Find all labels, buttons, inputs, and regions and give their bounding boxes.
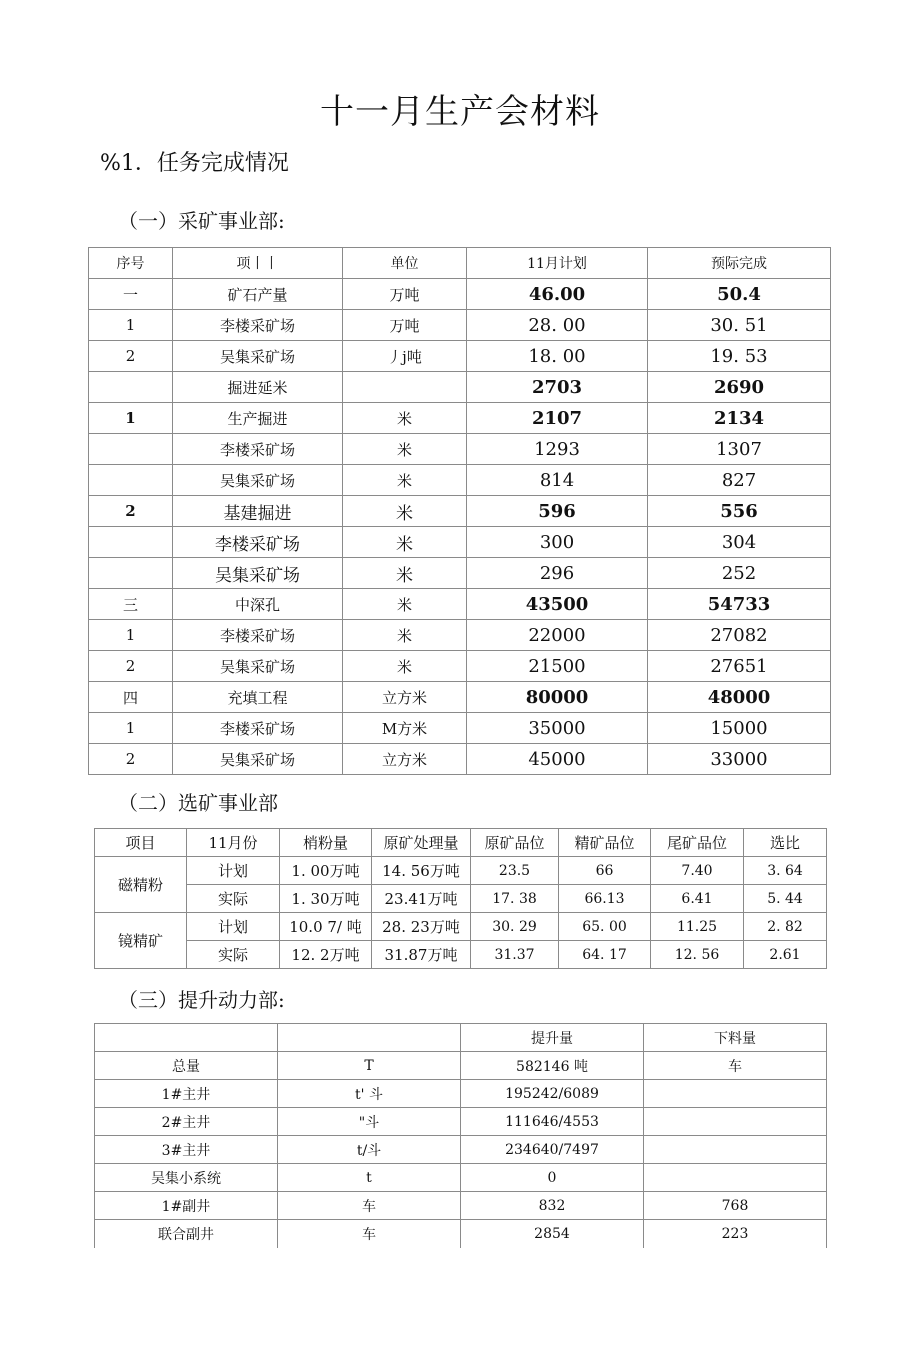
column-header: 提升量 bbox=[461, 1024, 644, 1052]
table-row bbox=[95, 1080, 827, 1108]
actual-value: 27082 bbox=[648, 620, 831, 651]
table-cell bbox=[644, 1136, 827, 1164]
product-name: 镜精矿 bbox=[95, 913, 187, 969]
table-cell bbox=[644, 1164, 827, 1192]
table-cell: "斗 bbox=[278, 1108, 461, 1136]
unit: 米 bbox=[343, 620, 467, 651]
table-cell: 10.0 7/ 吨 bbox=[280, 913, 372, 941]
unit: 米 bbox=[343, 589, 467, 620]
plan-value: 22000 bbox=[467, 620, 648, 651]
column-header bbox=[278, 1024, 461, 1052]
column-header: 原矿品位 bbox=[471, 829, 559, 857]
table-row bbox=[89, 496, 831, 527]
table-cell: 223 bbox=[644, 1220, 827, 1248]
unit: 立方米 bbox=[343, 682, 467, 713]
table-row bbox=[89, 341, 831, 372]
table-row bbox=[89, 620, 831, 651]
row-number: 四 bbox=[89, 682, 173, 713]
table-cell: 1#主井 bbox=[95, 1080, 278, 1108]
table-row bbox=[89, 589, 831, 620]
table-cell: 车 bbox=[278, 1192, 461, 1220]
table-cell: 总量 bbox=[95, 1052, 278, 1080]
table-cell: 2#主井 bbox=[95, 1108, 278, 1136]
mining-table bbox=[88, 247, 831, 775]
plan-value: 1293 bbox=[467, 434, 648, 465]
item-name: 吴集采矿场 bbox=[173, 651, 343, 682]
table-row bbox=[95, 941, 827, 969]
table-row bbox=[89, 403, 831, 434]
table-cell: 2.61 bbox=[744, 941, 827, 969]
actual-value: 54733 bbox=[648, 589, 831, 620]
item-name: 李楼采矿场 bbox=[173, 620, 343, 651]
table-cell: 车 bbox=[644, 1052, 827, 1080]
row-number: 一 bbox=[89, 279, 173, 310]
plan-value: 35000 bbox=[467, 713, 648, 744]
table-row bbox=[95, 1108, 827, 1136]
item-name: 李楼采矿场 bbox=[173, 434, 343, 465]
item-name: 吴集采矿场 bbox=[173, 744, 343, 775]
actual-value: 30. 51 bbox=[648, 310, 831, 341]
column-header: 下料量 bbox=[644, 1024, 827, 1052]
row-number: 2 bbox=[89, 651, 173, 682]
row-number: 1 bbox=[89, 403, 173, 434]
unit: 立方米 bbox=[343, 744, 467, 775]
table-cell: 11.25 bbox=[651, 913, 744, 941]
table-cell: 832 bbox=[461, 1192, 644, 1220]
column-header bbox=[95, 1024, 278, 1052]
plan-value: 45000 bbox=[467, 744, 648, 775]
actual-value: 50.4 bbox=[648, 279, 831, 310]
table-cell: t/斗 bbox=[278, 1136, 461, 1164]
item-name: 中深孔 bbox=[173, 589, 343, 620]
unit: 米 bbox=[343, 496, 467, 527]
table-header-row bbox=[95, 829, 827, 857]
dressing-heading: （二）选矿事业部 bbox=[118, 791, 278, 815]
actual-value: 252 bbox=[648, 558, 831, 589]
unit: 米 bbox=[343, 434, 467, 465]
table-row bbox=[95, 1192, 827, 1220]
dressing-table bbox=[94, 828, 827, 969]
actual-value: 48000 bbox=[648, 682, 831, 713]
unit: 丿j吨 bbox=[343, 341, 467, 372]
column-header: 单位 bbox=[343, 248, 467, 279]
plan-value: 21500 bbox=[467, 651, 648, 682]
table-cell: 实际 bbox=[187, 885, 280, 913]
table-cell: 2. 82 bbox=[744, 913, 827, 941]
table-row bbox=[95, 857, 827, 885]
actual-value: 1307 bbox=[648, 434, 831, 465]
table-cell: 1#副井 bbox=[95, 1192, 278, 1220]
row-number bbox=[89, 372, 173, 403]
item-name: 掘进延米 bbox=[173, 372, 343, 403]
column-header: 11月计划 bbox=[467, 248, 648, 279]
column-header: 梢粉量 bbox=[280, 829, 372, 857]
row-number: 1 bbox=[89, 620, 173, 651]
unit: M方米 bbox=[343, 713, 467, 744]
actual-value: 827 bbox=[648, 465, 831, 496]
column-header: 精矿品位 bbox=[559, 829, 651, 857]
table-row bbox=[95, 1220, 827, 1248]
item-name: 吴集采矿场 bbox=[173, 341, 343, 372]
row-number bbox=[89, 465, 173, 496]
table-header-row bbox=[95, 1024, 827, 1052]
hoisting-table bbox=[94, 1023, 827, 1248]
table-row bbox=[95, 913, 827, 941]
page-title: 十一月生产会材料 bbox=[320, 92, 600, 132]
table-cell: 23.41万吨 bbox=[372, 885, 471, 913]
mining-heading: （一）采矿事业部: bbox=[118, 209, 285, 233]
column-header: 11月份 bbox=[187, 829, 280, 857]
item-name: 充填工程 bbox=[173, 682, 343, 713]
table-cell: 车 bbox=[278, 1220, 461, 1248]
column-header: 预际完成 bbox=[648, 248, 831, 279]
table-cell: 30. 29 bbox=[471, 913, 559, 941]
item-name: 生产掘进 bbox=[173, 403, 343, 434]
table-cell: 31.37 bbox=[471, 941, 559, 969]
table-row bbox=[89, 682, 831, 713]
table-cell: 3. 64 bbox=[744, 857, 827, 885]
row-number: 2 bbox=[89, 341, 173, 372]
plan-value: 80000 bbox=[467, 682, 648, 713]
unit: 米 bbox=[343, 403, 467, 434]
table-cell: 66 bbox=[559, 857, 651, 885]
item-name: 基建掘进 bbox=[173, 496, 343, 527]
plan-value: 46.00 bbox=[467, 279, 648, 310]
unit: 万吨 bbox=[343, 310, 467, 341]
table-cell bbox=[644, 1080, 827, 1108]
table-cell: 768 bbox=[644, 1192, 827, 1220]
column-header: 尾矿品位 bbox=[651, 829, 744, 857]
actual-value: 27651 bbox=[648, 651, 831, 682]
actual-value: 556 bbox=[648, 496, 831, 527]
plan-value: 43500 bbox=[467, 589, 648, 620]
table-row bbox=[95, 1052, 827, 1080]
table-cell: 联合副井 bbox=[95, 1220, 278, 1248]
plan-value: 300 bbox=[467, 527, 648, 558]
table-cell: t' 斗 bbox=[278, 1080, 461, 1108]
table-cell: 28. 23万吨 bbox=[372, 913, 471, 941]
column-header: 项丨丨 bbox=[173, 248, 343, 279]
table-row bbox=[89, 558, 831, 589]
table-row bbox=[95, 1164, 827, 1192]
unit: 万吨 bbox=[343, 279, 467, 310]
table-cell: 66.13 bbox=[559, 885, 651, 913]
table-row bbox=[95, 885, 827, 913]
table-cell: 12. 2万吨 bbox=[280, 941, 372, 969]
plan-value: 814 bbox=[467, 465, 648, 496]
actual-value: 2690 bbox=[648, 372, 831, 403]
table-cell: 吴集小系统 bbox=[95, 1164, 278, 1192]
table-cell: 64. 17 bbox=[559, 941, 651, 969]
table-row bbox=[95, 1136, 827, 1164]
actual-value: 2134 bbox=[648, 403, 831, 434]
item-name: 李楼采矿场 bbox=[173, 310, 343, 341]
row-number: 2 bbox=[89, 496, 173, 527]
table-cell: 计划 bbox=[187, 857, 280, 885]
table-row bbox=[89, 527, 831, 558]
table-cell: 计划 bbox=[187, 913, 280, 941]
table-row bbox=[89, 310, 831, 341]
table-cell: 1. 00万吨 bbox=[280, 857, 372, 885]
table-row bbox=[89, 744, 831, 775]
column-header: 序号 bbox=[89, 248, 173, 279]
table-cell: 65. 00 bbox=[559, 913, 651, 941]
plan-value: 296 bbox=[467, 558, 648, 589]
unit: 米 bbox=[343, 465, 467, 496]
table-cell: 实际 bbox=[187, 941, 280, 969]
table-cell bbox=[644, 1108, 827, 1136]
table-cell: 7.40 bbox=[651, 857, 744, 885]
unit: 米 bbox=[343, 527, 467, 558]
column-header: 选比 bbox=[744, 829, 827, 857]
plan-value: 18. 00 bbox=[467, 341, 648, 372]
plan-value: 2107 bbox=[467, 403, 648, 434]
table-row bbox=[89, 372, 831, 403]
table-cell: T bbox=[278, 1052, 461, 1080]
table-cell: 12. 56 bbox=[651, 941, 744, 969]
table-row bbox=[89, 713, 831, 744]
table-cell: t bbox=[278, 1164, 461, 1192]
table-row bbox=[89, 651, 831, 682]
table-cell: 5. 44 bbox=[744, 885, 827, 913]
table-row bbox=[89, 279, 831, 310]
item-name: 李楼采矿场 bbox=[173, 527, 343, 558]
plan-value: 596 bbox=[467, 496, 648, 527]
actual-value: 19. 53 bbox=[648, 341, 831, 372]
actual-value: 304 bbox=[648, 527, 831, 558]
table-row bbox=[89, 434, 831, 465]
table-cell: 195242/6089 bbox=[461, 1080, 644, 1108]
table-cell: 17. 38 bbox=[471, 885, 559, 913]
item-name: 吴集采矿场 bbox=[173, 465, 343, 496]
table-row bbox=[89, 465, 831, 496]
row-number bbox=[89, 558, 173, 589]
row-number bbox=[89, 434, 173, 465]
table-cell: 0 bbox=[461, 1164, 644, 1192]
hoisting-heading: （三）提升动力部: bbox=[118, 988, 285, 1012]
row-number: 2 bbox=[89, 744, 173, 775]
table-cell: 3#主井 bbox=[95, 1136, 278, 1164]
plan-value: 28. 00 bbox=[467, 310, 648, 341]
table-cell: 6.41 bbox=[651, 885, 744, 913]
table-cell: 31.87万吨 bbox=[372, 941, 471, 969]
section-heading: %1．任务完成情况 bbox=[100, 151, 289, 176]
column-header: 原矿处理量 bbox=[372, 829, 471, 857]
unit bbox=[343, 372, 467, 403]
item-name: 吴集采矿场 bbox=[173, 558, 343, 589]
table-header-row bbox=[89, 248, 831, 279]
row-number: 1 bbox=[89, 713, 173, 744]
actual-value: 33000 bbox=[648, 744, 831, 775]
table-cell: 582146 吨 bbox=[461, 1052, 644, 1080]
table-cell: 234640/7497 bbox=[461, 1136, 644, 1164]
row-number: 三 bbox=[89, 589, 173, 620]
column-header: 项目 bbox=[95, 829, 187, 857]
product-name: 磁精粉 bbox=[95, 857, 187, 913]
row-number bbox=[89, 527, 173, 558]
table-cell: 111646/4553 bbox=[461, 1108, 644, 1136]
unit: 米 bbox=[343, 558, 467, 589]
table-cell: 23.5 bbox=[471, 857, 559, 885]
unit: 米 bbox=[343, 651, 467, 682]
plan-value: 2703 bbox=[467, 372, 648, 403]
table-cell: 1. 30万吨 bbox=[280, 885, 372, 913]
item-name: 矿石产量 bbox=[173, 279, 343, 310]
actual-value: 15000 bbox=[648, 713, 831, 744]
table-cell: 14. 56万吨 bbox=[372, 857, 471, 885]
row-number: 1 bbox=[89, 310, 173, 341]
table-cell: 2854 bbox=[461, 1220, 644, 1248]
item-name: 李楼采矿场 bbox=[173, 713, 343, 744]
